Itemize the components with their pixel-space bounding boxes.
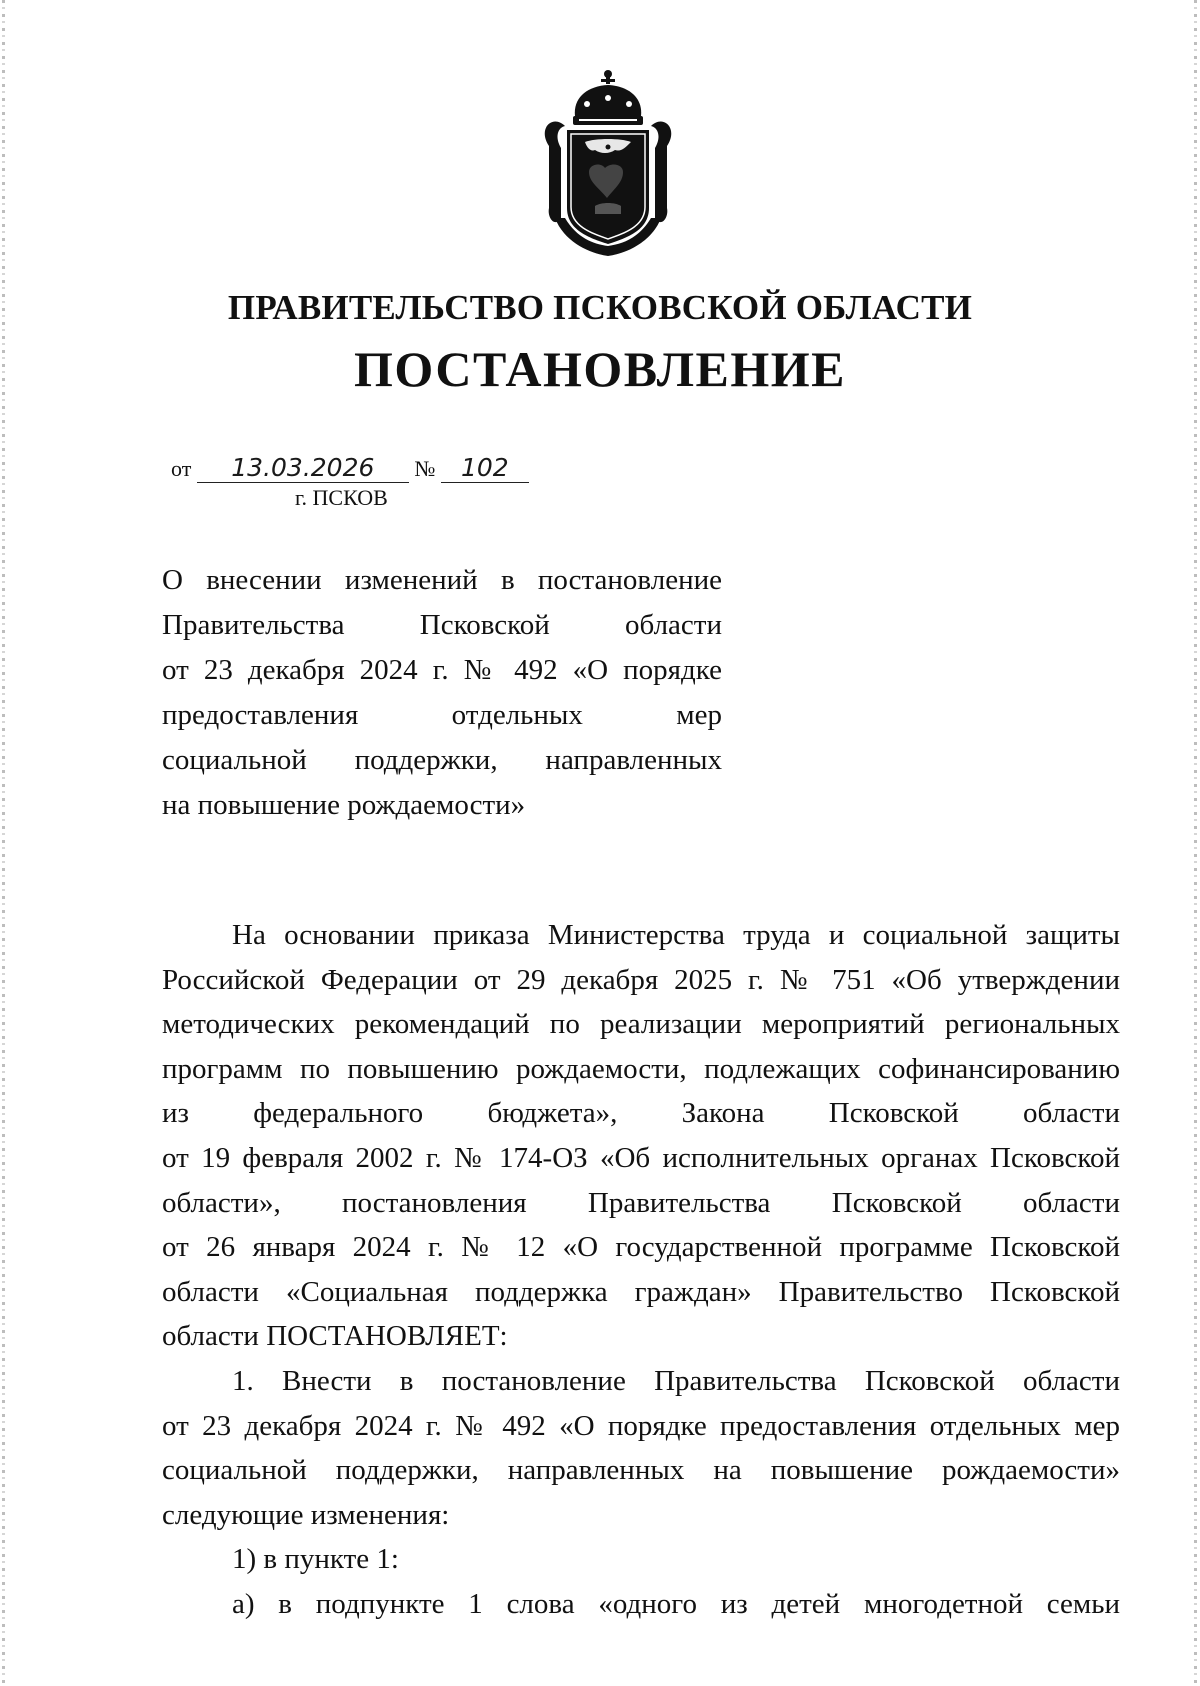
- document-date: 13.03.2026: [197, 454, 409, 483]
- body-line: из федерального бюджета», Закона Псковской области: [162, 1097, 1120, 1130]
- body-line: На основании приказа Министерства труда и социальной защиты: [232, 919, 1120, 951]
- document-type-title: ПОСТАНОВЛЕНИЕ: [354, 341, 846, 397]
- body-line: области», постановления Правительства Псковской области: [162, 1186, 1120, 1219]
- pskov-coat-of-arms-icon: [535, 68, 681, 258]
- document-number: 102: [441, 454, 529, 483]
- subject-line: Правительства Псковской области: [162, 609, 722, 641]
- subject-line: от 23 декабря 2024 г. № 492 «О порядке: [162, 654, 722, 686]
- body-line: от 19 февраля 2002 г. № 174-ОЗ «Об исполнительных органах Псковской: [162, 1141, 1120, 1174]
- body-line: области «Социальная поддержка граждан» Правительство Псковской: [162, 1275, 1120, 1308]
- body-line: следующие изменения:: [162, 1498, 450, 1531]
- body-line: от 26 января 2024 г. № 12 «О государственной программе Псковской: [162, 1231, 1120, 1264]
- subject-line: на повышение рождаемости»: [162, 789, 526, 821]
- date-prefix: от: [171, 456, 192, 481]
- subject-line: социальной поддержки, направленных: [162, 744, 722, 776]
- body-line: методических рекомендаций по реализации мероприятий региональных: [162, 1008, 1120, 1041]
- body-line: социальной поддержки, направленных на повышение рождаемости»: [162, 1454, 1120, 1487]
- document-subject: [162, 558, 722, 828]
- body-line: 1. Внести в постановление Правительства Псковской области: [232, 1364, 1120, 1397]
- scan-edge-right: [1194, 0, 1197, 1686]
- document-date-number-line: [171, 454, 529, 483]
- body-line: 1) в пункте 1:: [232, 1543, 399, 1576]
- body-line: а) в подпункте 1 слова «одного из детей многодетной семьи: [232, 1587, 1120, 1620]
- subject-line: О внесении изменений в постановление: [162, 564, 722, 596]
- number-prefix: №: [414, 456, 436, 481]
- body-line: области ПОСТАНОВЛЯЕТ:: [162, 1320, 508, 1353]
- organization-title: ПРАВИТЕЛЬСТВО ПСКОВСКОЙ ОБЛАСТИ: [227, 288, 973, 327]
- document-body: [162, 913, 1120, 1627]
- body-line: программ по повышению рождаемости, подлежащих софинансированию: [162, 1052, 1120, 1085]
- body-line: Российской Федерации от 29 декабря 2025 г. № 751 «Об утверждении: [162, 963, 1120, 996]
- body-line: от 23 декабря 2024 г. № 492 «О порядке предоставления отдельных мер: [162, 1409, 1120, 1442]
- document-city: г. ПСКОВ: [295, 485, 388, 510]
- scan-edge-left: [2, 0, 5, 1686]
- subject-line: предоставления отдельных мер: [162, 699, 722, 731]
